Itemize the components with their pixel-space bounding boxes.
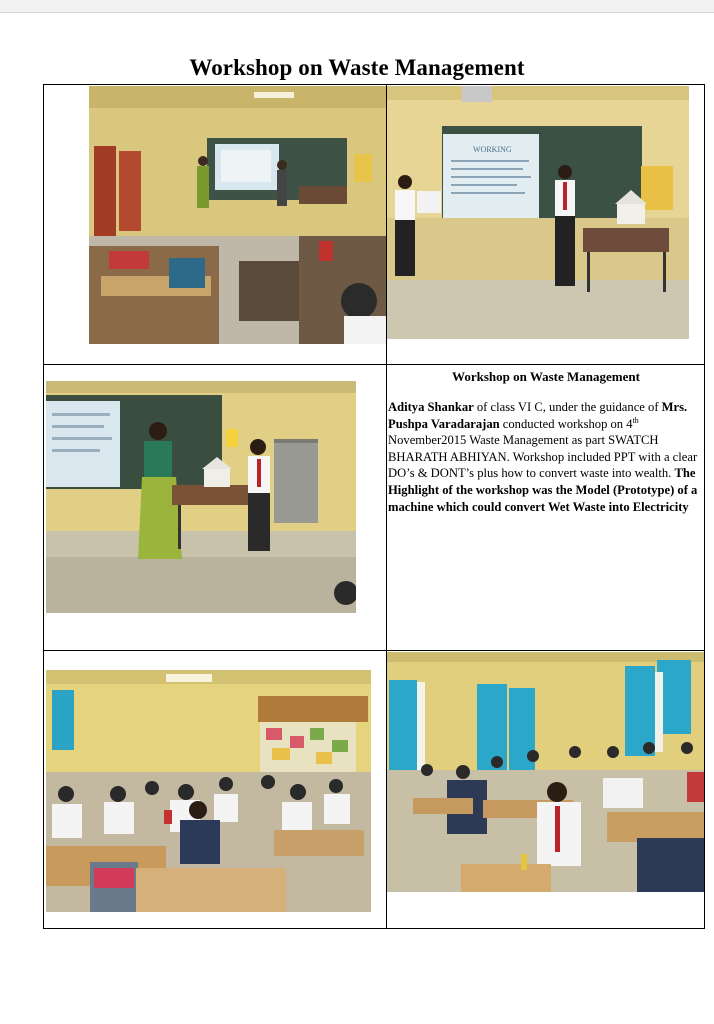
student-name: Aditya Shankar bbox=[388, 400, 474, 414]
description-paragraph bbox=[388, 399, 706, 515]
description-text-1: of class VI C, under the guidance of bbox=[473, 400, 662, 414]
page-title bbox=[0, 55, 714, 81]
teacher-name: Mrs. Pushpa Varadarajan bbox=[388, 400, 688, 431]
browser-top-strip bbox=[0, 0, 714, 13]
page-title-text: Workshop on Waste Management bbox=[189, 55, 525, 80]
photo-classroom-presentation bbox=[89, 86, 386, 344]
description-heading: Workshop on Waste Management bbox=[452, 369, 640, 384]
table-row-divider bbox=[44, 650, 704, 651]
photo-student-presenting bbox=[387, 86, 689, 339]
projected-slide-title: WORKING bbox=[473, 145, 512, 154]
workshop-highlight: The Highlight of the workshop was the Model (Prototype) of a machine which could convert Wet Waste into Electricity bbox=[388, 466, 698, 514]
photo-classroom-curtains bbox=[387, 652, 704, 892]
workshop-description-cell bbox=[386, 364, 706, 650]
description-text-2: conducted workshop on 4 bbox=[499, 416, 633, 431]
photo-teacher-and-student bbox=[46, 381, 356, 613]
photo-table bbox=[43, 84, 705, 929]
date-superscript: th bbox=[632, 415, 639, 425]
description-text-3: November2015 Waste Management as part SWATCH BHARATH ABHIYAN. Workshop included PPT with a clear DO’s & DONT’s plus how to convert waste into wealth. bbox=[388, 433, 698, 481]
photo-classroom-students bbox=[46, 670, 371, 912]
